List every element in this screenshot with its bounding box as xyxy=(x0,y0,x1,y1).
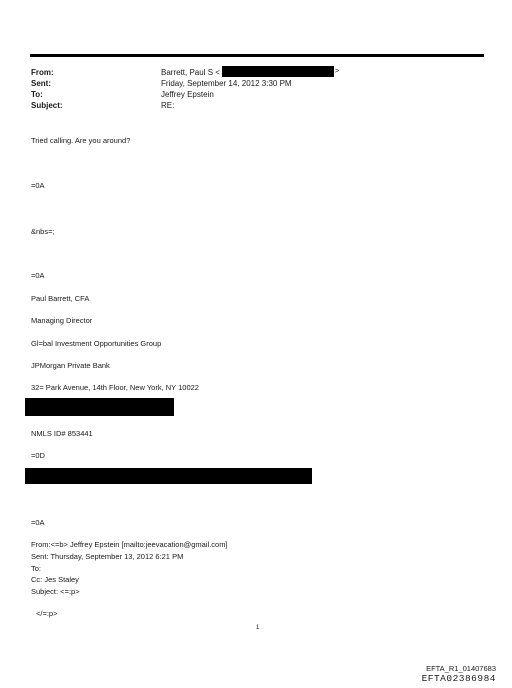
redaction-signature xyxy=(25,398,174,416)
closing-tag: </=:p> xyxy=(36,609,58,618)
from-label: From: xyxy=(31,68,54,77)
bates-number-2: EFTA02386984 xyxy=(421,673,496,684)
sent-value: Friday, September 14, 2012 3:30 PM xyxy=(161,79,292,88)
original-from: From:<=b> Jeffrey Epstein [mailto:jeevacation@gmail.com] xyxy=(31,540,228,549)
signature-group: Gl=bal Investment Opportunities Group xyxy=(31,339,162,348)
to-label: To: xyxy=(31,90,43,99)
signature-address: 32= Park Avenue, 14th Floor, New York, NY 10022 xyxy=(31,383,199,392)
redaction-disclaimer xyxy=(25,468,312,484)
original-sent: Sent: Thursday, September 13, 2012 6:21 PM xyxy=(31,552,184,561)
page-number: 1 xyxy=(256,625,260,631)
body-line-2: =0A xyxy=(31,181,45,190)
from-tail: > xyxy=(335,68,340,75)
original-subject: Subject: <=:p> xyxy=(31,587,80,596)
body-line-0d: =0D xyxy=(31,451,45,460)
bates-number-1: EFTA_R1_01407683 xyxy=(426,664,496,673)
signature-bank: JPMorgan Private Bank xyxy=(31,361,110,370)
subject-value: RE: xyxy=(161,101,175,110)
sent-label: Sent: xyxy=(31,79,51,88)
body-line-4: =0A xyxy=(31,271,45,280)
original-to: To: xyxy=(31,564,42,573)
subject-label: Subject: xyxy=(31,101,63,110)
body-line-1: Tried calling. Are you around? xyxy=(31,136,131,145)
signature-name: Paul Barrett, CFA xyxy=(31,294,90,303)
signature-title: Managing Director xyxy=(31,316,93,325)
body-line-0a: =0A xyxy=(31,518,45,527)
body-line-3: &nbs=; xyxy=(31,227,55,236)
from-value: Barrett, Paul S < xyxy=(161,68,220,77)
nmls-id: NMLS ID# 853441 xyxy=(31,429,93,438)
header-rule xyxy=(30,54,484,57)
original-cc: Cc: Jes Staley xyxy=(31,575,79,584)
to-value: Jeffrey Epstein xyxy=(161,90,214,99)
redaction-email xyxy=(222,66,334,77)
